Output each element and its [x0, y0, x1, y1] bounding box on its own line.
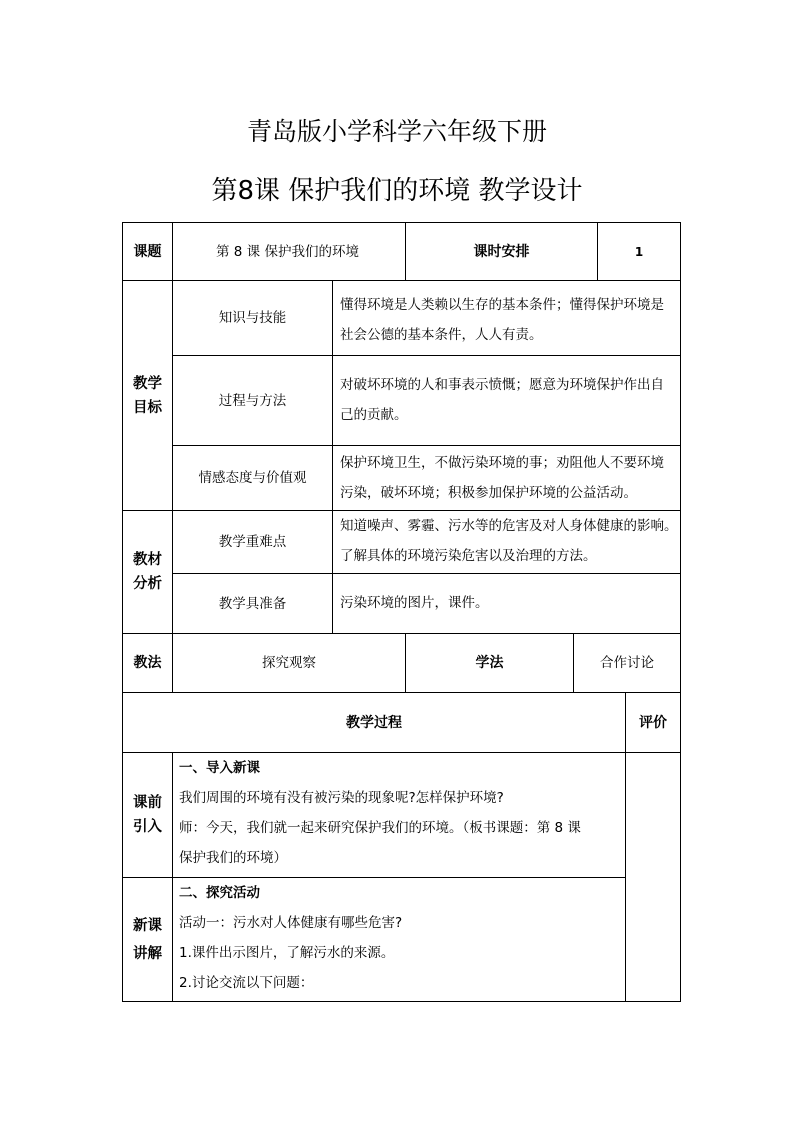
new-lesson-content: 二、探究活动 活动一：污水对人体健康有哪些危害? 1.课件出示图片，了解污水的来源。 2.讨论交流以下问题：	[173, 878, 625, 1001]
material-name: 教学具准备	[218, 595, 287, 612]
objective-text: 懂得环境是人类赖以生存的基本条件；懂得保护环境是 社会公德的基本条件，人人有责。	[340, 297, 664, 343]
material-name: 教学重难点	[218, 534, 287, 550]
objectives-label: 教学 目标	[133, 375, 162, 416]
process-header: 教学过程	[346, 714, 402, 731]
objective-text: 保护环境卫生，不做污染环境的事；劝阻他人不要环境 污染，破坏环境；积极参加保护环境的公益活动。	[340, 455, 664, 501]
objective-name: 知识与技能	[218, 310, 287, 326]
learn-method-label: 学法	[475, 655, 504, 671]
material-text: 污染环境的图片，课件。	[340, 595, 489, 611]
section-heading: 一、导入新课	[179, 760, 260, 776]
objective-text: 对破坏环境的人和事表示愤慨；愿意为环境保护作出自 己的贡献。	[340, 377, 664, 423]
schedule-label: 课时安排	[473, 243, 530, 260]
pre-class-content: 一、导入新课 我们周围的环境有没有被污染的现象呢?怎样保护环境? 师：今天，我们就一起来研究保护我们的环境。（板书课题：第 8 课 保护我们的环境）	[173, 753, 625, 877]
document-subtitle: 第8课 保护我们的环境 教学设计	[211, 176, 583, 206]
new-lesson-label: 新课 讲解	[133, 917, 162, 962]
teach-method-value: 探究观察	[262, 655, 316, 671]
course-value: 第 8 课 保护我们的环境	[216, 243, 359, 260]
material-text: 知道噪声、雾霾、污水等的危害及对人身体健康的影响。 了解具体的环境污染危害以及治理的方法。	[340, 518, 678, 564]
objective-name: 过程与方法	[218, 392, 287, 409]
document-title: 青岛版小学科学六年级下册	[246, 117, 547, 146]
section-heading: 二、探究活动	[179, 885, 260, 901]
teach-method-label: 教法	[133, 655, 162, 671]
schedule-value: 1	[634, 244, 644, 259]
materials-label: 教材 分析	[133, 552, 162, 592]
learn-method-value: 合作讨论	[600, 655, 654, 671]
course-label: 课题	[133, 243, 162, 260]
objective-name: 情感态度与价值观	[198, 470, 307, 486]
evaluation-header: 评价	[639, 714, 667, 731]
pre-class-label: 课前 引入	[133, 795, 162, 835]
